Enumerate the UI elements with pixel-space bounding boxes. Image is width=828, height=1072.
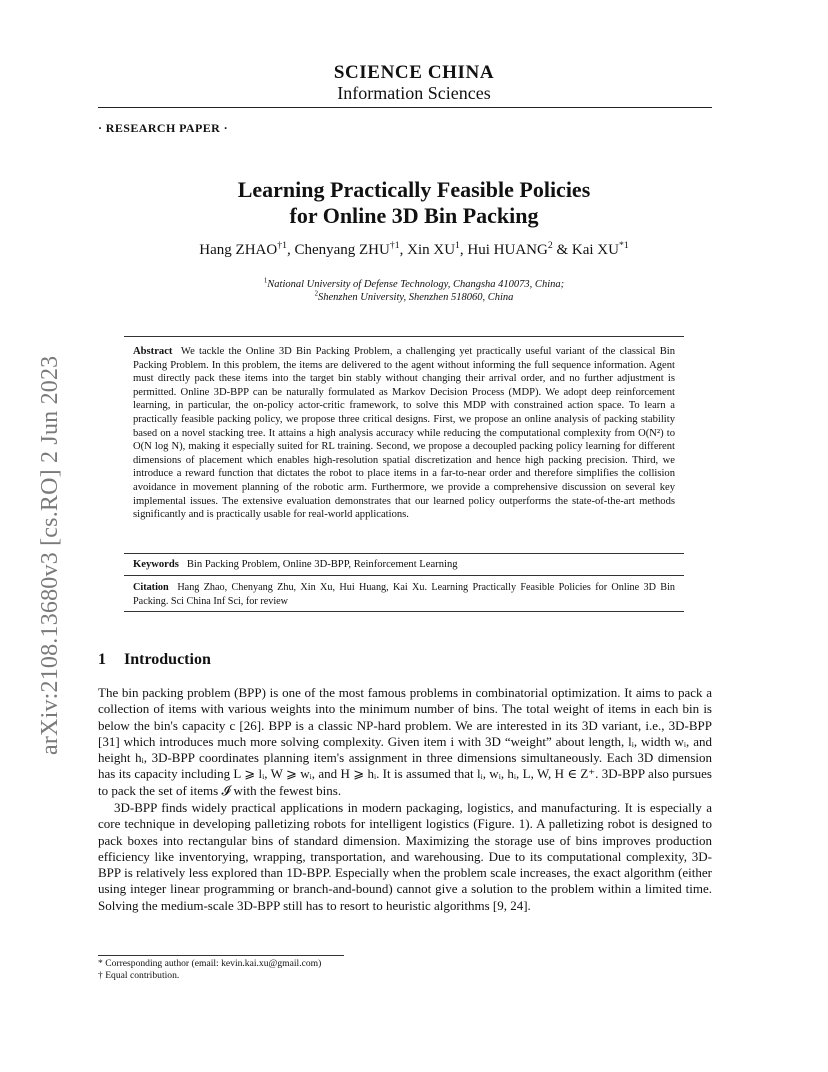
- section-title: Introduction: [124, 651, 211, 668]
- keywords: [133, 559, 675, 570]
- abstract-bottom-rule: [124, 553, 684, 554]
- keywords-text: Bin Packing Problem, Online 3D-BPP, Reinforcement Learning: [186, 559, 458, 570]
- footnote-rule: [98, 955, 344, 956]
- footnote: † Equal contribution.: [98, 970, 180, 981]
- journal-subtitle: Information Sciences: [337, 83, 491, 103]
- section-number: 1: [98, 651, 106, 668]
- abstract: [133, 345, 675, 522]
- citation-text: Hang Zhao, Chenyang Zhu, Xin Xu, Hui Huang, Kai Xu. Learning Practically Feasible Policies for Online 3D Bin Packing. Sci China Inf Sci, for review: [133, 582, 675, 607]
- footnote: * Corresponding author (email: kevin.kai.xu@gmail.com): [98, 958, 322, 969]
- author: Chenyang ZHU$^{\dagger 1}$,: [294, 240, 408, 258]
- citation-label: Citation: [133, 582, 169, 593]
- keywords-rule: [124, 575, 684, 576]
- body-paragraph: The bin packing problem (BPP) is one of the most famous problems in combinatorial optimization. It aims to pack a collection of items with various weights into the minimum number of bins. The total weight of items in each bin is below the bin's capacity c [26]. BPP is a classic NP-hard problem. We are interested in its 3D variant, i.e., 3D-BPP [31] which introduces much more solving complexity. Given item i with 3D “weight” about length, lᵢ, width wᵢ, and height hᵢ, 3D-BPP coordinates planning item's assignment in three dimensions simultaneously. Each 3D dimension has its capacity including L ⩾ lᵢ, W ⩾ wᵢ, and H ⩾ hᵢ. It is assumed that lᵢ, wᵢ, hᵢ, L, W, H ∈ Z⁺. 3D-BPP also pursues to pack the set of items 𝓘 with the fewest bins.: [98, 685, 712, 798]
- journal-name: SCIENCE CHINA: [333, 62, 495, 83]
- author-list: [0, 242, 828, 259]
- citation-rule: [124, 611, 684, 612]
- header-rule: [98, 107, 712, 108]
- abstract-top-rule: [124, 336, 684, 337]
- author: Kai XU$^{*1}$: [571, 240, 629, 258]
- author: Hang ZHAO$^{\dagger 1}$,: [199, 240, 295, 258]
- affiliation: $^2$Shenzhen University, Shenzhen 518060, China: [314, 290, 514, 303]
- abstract-label: Abstract: [133, 346, 173, 357]
- author: Hui HUANG$^2$ &: [467, 240, 572, 258]
- arxiv-identifier: arXiv:2108.13680v3 [cs.RO] 2 Jun 2023: [37, 355, 63, 755]
- abstract-text: We tackle the Online 3D Bin Packing Problem, a challenging yet practically useful variant of the classical Bin Packing Problem. In this problem, the items are delivered to the agent without informing the full sequence information. Agent must directly pack these items into the target bin stably without changing their arrival order, and no further adjustment is permitted. Online 3D-BPP can be naturally formulated as Markov Decision Process (MDP). We adopt deep reinforcement learning, in particular, the on-policy actor-critic framework, to solve this MDP with constrained action space. To learn a practically feasible packing policy, we propose three critical designs. First, we propose an online analysis of packing stability based on a novel stacking tree. It attains a high analysis accuracy while reducing the computational complexity from O(N²) to O(N log N), making it especially suited for RL training. Second, we propose a decoupled packing policy learning for different dimensions of placement which enables high-resolution spatial discretization and hence high packing precision. Third, we introduce a reward function that dictates the robot to place items in a far-to-near order and therefore simplifies the collision avoidance in movement planning of the robotic arm. Furthermore, we provide a comprehensive discussion on several key implemental issues. The extensive evaluation demonstrates that our learned policy outperforms the state-of-the-art methods significantly and is practically usable for real-world applications.: [133, 346, 675, 521]
- keywords-label: Keywords: [133, 559, 179, 570]
- affiliation: $^1$National University of Defense Technology, Changsha 410073, China;: [263, 277, 565, 290]
- author: Xin $XU^1$,: [407, 240, 468, 258]
- body-paragraph: 3D-BPP finds widely practical applications in modern packaging, logistics, and manufacturing. It is especially a core technique in developing palletizing robots for intelligent logistics (Figure. 1). A palletizing robot is designed to pack boxes into rectangular bins of standard dimension. Maximizing the storage use of bins improves production efficiency like inventorying, wrapping, transportation, and warehousing. Due to its computational complexity, 3D-BPP is relatively less explored than 1D-BPP. Especially when the problem scale increases, the exact algorithm (either using integer linear programming or branch-and-bound) cannot give a solution to the problem within a limited time. Solving the medium-scale 3D-BPP still has to resort to heuristic algorithms [9, 24].: [98, 800, 712, 913]
- paper-title-line-1: Learning Practically Feasible Policies: [237, 177, 591, 202]
- citation: [133, 581, 675, 608]
- paper-title-line-2: for Online 3D Bin Packing: [289, 203, 539, 228]
- paper-type-label: · RESEARCH PAPER ·: [98, 121, 228, 135]
